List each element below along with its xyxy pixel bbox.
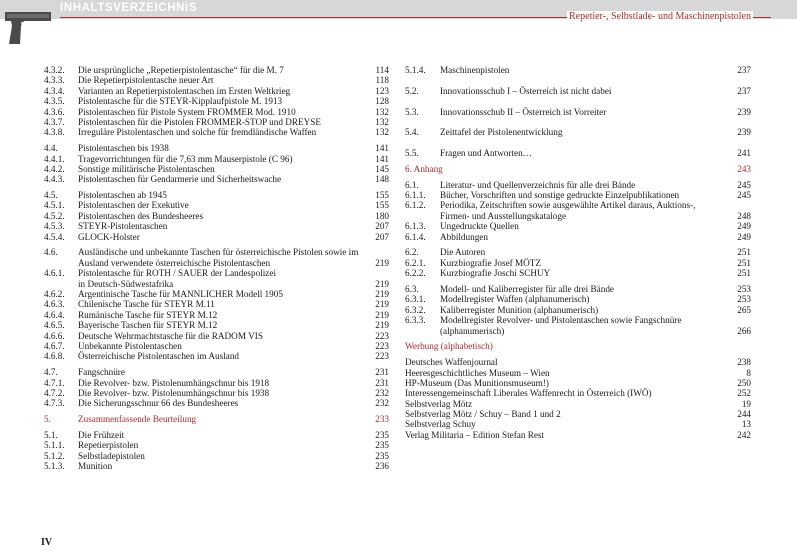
toc-entry-page: 248 xyxy=(737,210,751,221)
toc-entry-number: 4.6.2. xyxy=(44,288,65,299)
pistol-icon xyxy=(3,6,53,48)
toc-entry-number: 5.2. xyxy=(405,85,419,96)
toc-entry-number: 6.3. xyxy=(405,283,419,294)
toc-entry-title: Die Sicherungsschnur 66 des Bundesheeres xyxy=(78,398,239,409)
toc-entry-number: 6.3.3. xyxy=(405,315,426,326)
toc-entry xyxy=(44,430,389,440)
toc-entry-title: Rumänische Tasche für STEYR M.12 xyxy=(78,309,218,320)
toc-entry-page: 123 xyxy=(375,85,389,96)
toc-entry xyxy=(405,341,751,351)
toc-entry-page: 223 xyxy=(375,351,389,362)
toc-entry xyxy=(44,414,389,424)
toc-entry-title: Ungedruckte Quellen xyxy=(440,221,519,232)
toc-entry-title: Irreguläre Pistolentaschen und solche für fremdländische Waffen xyxy=(78,127,317,138)
toc-entry-number: 6.1. xyxy=(405,179,419,190)
toc-entry xyxy=(44,200,389,210)
toc-entry-number: 5.1.4. xyxy=(405,65,426,75)
toc-entry xyxy=(44,289,389,299)
chapter-title: Repetier-, Selbstlade- und Maschinenpistolen xyxy=(569,11,751,22)
toc-entry-title: Firmen- und Ausstellungskataloge xyxy=(440,210,567,221)
toc-entry xyxy=(405,399,751,409)
toc-entry xyxy=(44,320,389,330)
toc-entry-page: 231 xyxy=(375,377,389,388)
toc-entry-number: 4.6.6. xyxy=(44,330,65,341)
toc-entry-title: Die ursprüngliche „Repetierpistolentasche“ für die M. 7 xyxy=(78,65,284,75)
toc-entry-number: Deutsches Waffenjournal xyxy=(405,357,498,368)
toc-entry-number: 4.6. xyxy=(44,247,58,258)
toc-entry-number: 4.6.7. xyxy=(44,340,65,351)
toc-entry-title: Innovationsschub II – Österreich ist Vorreiter xyxy=(440,106,607,117)
toc-entry-number: 4.4.1. xyxy=(44,153,65,164)
toc-entry xyxy=(405,419,751,429)
toc-entry-title: Kaliberregister Munition (alphanumerisch) xyxy=(440,304,599,315)
toc-entry xyxy=(405,357,751,367)
toc-entry-page: 223 xyxy=(375,330,389,341)
toc-entry-title: Pistolentaschen ab 1945 xyxy=(78,190,167,201)
toc-entry xyxy=(405,388,751,398)
toc-entry xyxy=(44,127,389,137)
toc-entry-title: Die Revolver- bzw. Pistolenumhängschnur bis 1918 xyxy=(78,377,270,388)
toc-entry-number: 4.7.2. xyxy=(44,387,65,398)
toc-entry-title: Sonstige militärische Pistolentaschen xyxy=(78,163,215,174)
toc-entry xyxy=(44,174,389,184)
toc-entry xyxy=(405,190,751,200)
toc-entry-page: 251 xyxy=(737,257,751,268)
toc-entry-page: 236 xyxy=(375,461,389,472)
toc-spacer xyxy=(405,138,751,148)
toc-entry-title: Die Autoren xyxy=(440,247,486,258)
toc-entry-title: STEYR-Pistolentaschen xyxy=(78,221,168,232)
toc-entry xyxy=(405,86,751,96)
toc-entry-title: Tragevorrichtungen für die 7,63 mm Mauserpistole (C 96) xyxy=(78,153,293,164)
toc-entry-number: 4.5.1. xyxy=(44,200,65,211)
toc-entry-number: 4.3.4. xyxy=(44,85,65,96)
toc-entry xyxy=(44,398,389,408)
toc-entry-page: 266 xyxy=(737,325,751,336)
toc-entry-page: 207 xyxy=(375,231,389,242)
toc-entry-page: 253 xyxy=(737,294,751,305)
toc-entry-title: Modellregister Waffen (alphanumerisch) xyxy=(440,294,590,305)
toc-entry xyxy=(44,211,389,221)
toc-right-column xyxy=(405,65,751,440)
toc-entry-number: 4.3.8. xyxy=(44,127,65,138)
toc-entry-title: Ausland verwendete österreichische Pistolentaschen xyxy=(78,257,271,268)
toc-entry xyxy=(44,331,389,341)
toc-entry-number: 4.4.2. xyxy=(44,163,65,174)
toc-entry xyxy=(44,190,389,200)
page-number: IV xyxy=(41,537,53,548)
toc-entry-number: 6.3.2. xyxy=(405,304,426,315)
toc-entry xyxy=(44,451,389,461)
toc-entry-page: 155 xyxy=(375,200,389,211)
toc-entry-title: Bücher, Vorschriften und sonstige gedruckte Einzelpublikationen xyxy=(440,190,680,201)
toc-entry xyxy=(405,430,751,440)
toc-entry-page: 243 xyxy=(737,163,751,174)
toc-entry-number: 4.3.3. xyxy=(44,75,65,86)
toc-entry-title: (alphanumerisch) xyxy=(440,325,505,336)
toc-entry-number: 6.3.1. xyxy=(405,294,426,305)
toc-spacer xyxy=(405,96,751,106)
toc-entry xyxy=(44,268,389,278)
toc-entry xyxy=(44,96,389,106)
toc-spacer xyxy=(405,117,751,127)
toc-entry-number: Selbstverlag Schuy xyxy=(405,419,476,430)
toc-entry-number: 4.3.5. xyxy=(44,96,65,107)
toc-entry-page: 180 xyxy=(375,210,389,221)
toc-entry-number: 6.2.1. xyxy=(405,257,426,268)
toc-entry-number: 5.5. xyxy=(405,148,419,159)
toc-entry-number: 5.4. xyxy=(405,127,419,138)
toc-entry-page: 238 xyxy=(737,357,751,368)
toc-entry-title: Pistolentasche für die STEYR-Kipplaufpistole M. 1913 xyxy=(78,96,283,107)
toc-entry-page: 250 xyxy=(737,377,751,388)
toc-entry-number: Werbung (alphabetisch) xyxy=(405,341,493,352)
toc-entry-number: HP-Museum (Das Munitionsmuseum!) xyxy=(405,377,549,388)
toc-entry-title: Kurzbiografie Joschi SCHUY xyxy=(440,268,551,279)
toc-entry-title: Pistolentaschen bis 1938 xyxy=(78,143,169,154)
toc-entry-page: 249 xyxy=(737,221,751,232)
toc-entry xyxy=(44,164,389,174)
toc-entry-number: 4.3.7. xyxy=(44,116,65,127)
toc-entry-number: 5.1.1. xyxy=(44,440,65,451)
toc-entry xyxy=(405,409,751,419)
toc-entry-page: 219 xyxy=(375,299,389,310)
toc-entry-number: 5.1.3. xyxy=(44,461,65,472)
toc-entry-page: 145 xyxy=(375,163,389,174)
toc-entry xyxy=(405,107,751,117)
toc-entry-number: Interessengemeinschaft Liberales Waffenrecht in Österreich (IWÖ) xyxy=(405,388,652,399)
toc-entry xyxy=(405,247,751,257)
toc-entry-page: 235 xyxy=(375,429,389,440)
toc-entry-title: Innovationsschub I – Österreich ist nicht dabei xyxy=(440,85,612,96)
toc-entry-page: 148 xyxy=(375,174,389,185)
toc-entry-page: 231 xyxy=(375,367,389,378)
toc-spacer xyxy=(405,75,751,85)
toc-entry-title: Die Frühzeit xyxy=(78,429,125,440)
toc-entry-page: 155 xyxy=(375,190,389,201)
toc-entry-page: 251 xyxy=(737,268,751,279)
toc-entry-page: 232 xyxy=(375,387,389,398)
toc-entry-number: Selbstverlag Mötz / Schuy – Band 1 und 2 xyxy=(405,409,561,420)
toc-entry-number: 4.7.1. xyxy=(44,377,65,388)
toc-entry-number: 4.6.5. xyxy=(44,320,65,331)
toc-entry-title: Pistolentaschen des Bundesheeres xyxy=(78,210,204,221)
toc-entry-number: 6.1.4. xyxy=(405,231,426,242)
toc-entry xyxy=(44,247,389,257)
toc-entry-number: Heeresgeschichtliches Museum – Wien xyxy=(405,367,550,378)
toc-entry-title: Bayerische Taschen für STEYR M.12 xyxy=(78,320,218,331)
toc-entry-number: 5.3. xyxy=(405,106,419,117)
toc-entry-title: Varianten an Repetierpistolentaschen im Ersten Weltkrieg xyxy=(78,85,291,96)
toc-entry-page: 235 xyxy=(375,450,389,461)
toc-entry-title: Fangschnüre xyxy=(78,367,125,378)
toc-entry-title: Repetierpistolen xyxy=(78,440,139,451)
toc-entry-title: Pistolentasche für ROTH / SAUER der Landespolizei xyxy=(78,268,277,279)
toc-entry-number: 4.5.2. xyxy=(44,210,65,221)
toc-entry xyxy=(405,284,751,294)
toc-entry xyxy=(405,294,751,304)
toc-entry-title: Literatur- und Quellenverzeichnis für alle drei Bände xyxy=(440,179,636,190)
toc-entry-title: GLOCK-Holster xyxy=(78,231,140,242)
toc-entry xyxy=(405,258,751,268)
toc-entry xyxy=(44,299,389,309)
toc-entry xyxy=(405,378,751,388)
toc-entry xyxy=(44,378,389,388)
toc-entry xyxy=(44,117,389,127)
toc-entry-page: 128 xyxy=(375,96,389,107)
toc-entry-title: Die Revolver- bzw. Pistolenumhängschnur bis 1938 xyxy=(78,387,270,398)
toc-entry xyxy=(405,180,751,190)
toc-entry-number: 4.6.3. xyxy=(44,299,65,310)
toc-entry-title: Pistolentaschen für Pistole System FROMMER Mod. 1910 xyxy=(78,106,296,117)
toc-entry-number: 6. Anhang xyxy=(405,163,443,174)
toc-entry xyxy=(405,200,751,210)
toc-entry-page: 219 xyxy=(375,309,389,320)
toc-entry xyxy=(405,315,751,325)
toc-entry-number: 4.5. xyxy=(44,190,58,201)
toc-entry-page: 237 xyxy=(737,85,751,96)
toc-entry-page: 132 xyxy=(375,106,389,117)
toc-entry-page: 245 xyxy=(737,179,751,190)
toc-entry xyxy=(44,154,389,164)
toc-entry-page: 219 xyxy=(375,320,389,331)
toc-entry-title: Chilenische Tasche für STEYR M.11 xyxy=(78,299,215,310)
toc-entry-title: Maschinenpistolen xyxy=(440,65,510,75)
toc-entry xyxy=(405,305,751,315)
toc-entry xyxy=(44,65,389,75)
toc-entry xyxy=(405,65,751,75)
toc-entry xyxy=(44,367,389,377)
toc-entry-title: Pistolentaschen für Gendarmerie und Sicherheitswache xyxy=(78,174,282,185)
toc-entry-title: Modell- und Kaliberregister für alle drei Bände xyxy=(440,283,614,294)
toc-entry-page: 132 xyxy=(375,116,389,127)
toc-entry-page: 219 xyxy=(375,278,389,289)
toc-entry-number: 6.2. xyxy=(405,247,419,258)
toc-entry-number: 5.1.2. xyxy=(44,450,65,461)
toc-entry xyxy=(44,86,389,96)
toc-entry xyxy=(44,107,389,117)
toc-entry-page: 141 xyxy=(375,143,389,154)
toc-entry-page: 19 xyxy=(741,398,751,409)
toc-entry-page: 219 xyxy=(375,288,389,299)
toc-entry-title: in Deutsch-Südwestafrika xyxy=(78,278,174,289)
toc-entry-page: 251 xyxy=(737,247,751,258)
toc-entry-number: 4.6.4. xyxy=(44,309,65,320)
toc-entry-page: 219 xyxy=(375,257,389,268)
toc-entry xyxy=(44,351,389,361)
toc-entry-title: Munition xyxy=(78,461,113,472)
toc-entry-title: Fragen und Antworten… xyxy=(440,148,532,159)
toc-entry-page: 207 xyxy=(375,221,389,232)
toc-entry-page: 8 xyxy=(746,367,751,378)
toc-entry xyxy=(405,368,751,378)
toc-entry xyxy=(44,341,389,351)
toc-entry-page: 235 xyxy=(375,440,389,451)
toc-entry-number: 6.2.2. xyxy=(405,268,426,279)
toc-entry-number: 4.3.2. xyxy=(44,65,65,75)
toc-entry xyxy=(405,221,751,231)
toc-entry-number: 6.1.3. xyxy=(405,221,426,232)
toc-entry-title: Deutsche Wehrmachtstasche für die RADOM VIS xyxy=(78,330,263,341)
toc-entry-page: 239 xyxy=(737,106,751,117)
toc-entry xyxy=(44,279,389,289)
toc-entry xyxy=(44,258,389,268)
toc-entry-number: 4.4. xyxy=(44,143,58,154)
toc-entry-title: Zeittafel der Pistolenentwicklung xyxy=(440,127,563,138)
toc-entry xyxy=(44,143,389,153)
toc-entry-title: Österreichische Pistolentaschen im Ausland xyxy=(78,351,240,362)
toc-entry-page: 249 xyxy=(737,231,751,242)
toc-entry-number: 4.7. xyxy=(44,367,58,378)
toc-entry-number: 4.7.3. xyxy=(44,398,65,409)
toc-entry-number: Selbstverlag Mötz xyxy=(405,398,473,409)
toc-entry-page: 242 xyxy=(737,429,751,440)
toc-entry-number: 6.1.1. xyxy=(405,190,426,201)
toc-entry-number: 4.5.4. xyxy=(44,231,65,242)
toc-left-column xyxy=(44,65,389,471)
toc-entry-number: 4.6.1. xyxy=(44,268,65,279)
toc-entry-page: 223 xyxy=(375,340,389,351)
toc-entry-page: 232 xyxy=(375,398,389,409)
toc-entry-number: Verlag Militaria – Edition Stefan Rest xyxy=(405,429,545,440)
toc-entry-page: 245 xyxy=(737,190,751,201)
toc-entry-title: Abbildungen xyxy=(440,231,488,242)
toc-entry-title: Zusammenfassende Beurteilung xyxy=(78,414,197,425)
toc-entry-page: 114 xyxy=(375,65,389,75)
toc-entry-title: Kurzbiografie Josef MÖTZ xyxy=(440,257,542,268)
toc-entry-number: 4.6.8. xyxy=(44,351,65,362)
toc-entry-title: Pistolentaschen für die Pistolen FROMMER-STOP und DREYSE xyxy=(78,116,321,127)
section-title: INHALTSVERZEICHNIS xyxy=(60,2,198,14)
toc-entry xyxy=(405,326,751,336)
toc-entry-number: 4.3.6. xyxy=(44,106,65,117)
toc-entry-page: 265 xyxy=(737,304,751,315)
toc-entry xyxy=(44,310,389,320)
toc-entry-page: 239 xyxy=(737,127,751,138)
toc-entry-page: 132 xyxy=(375,127,389,138)
toc-entry-number: 4.4.3. xyxy=(44,174,65,185)
toc-entry-title: Periodika, Zeitschriften sowie ausgewählte Artikel daraus, Auktions-, xyxy=(440,200,696,211)
toc-entry-number: 5.1. xyxy=(44,429,58,440)
toc-entry xyxy=(405,164,751,174)
toc-entry-title: Unbekannte Pistolentaschen xyxy=(78,340,182,351)
toc-entry-page: 237 xyxy=(737,65,751,75)
toc-entry-page: 233 xyxy=(375,414,389,425)
toc-entry-title: Die Repetierpistolentasche neuer Art xyxy=(78,75,214,86)
toc-entry xyxy=(405,268,751,278)
toc-entry xyxy=(44,461,389,471)
toc-entry-title: Argentinische Tasche für MANNLICHER Modell 1905 xyxy=(78,288,283,299)
toc-entry xyxy=(44,75,389,85)
toc-entry-title: Ausländische und unbekannte Taschen für österreichische Pistolen sowie im xyxy=(78,247,359,258)
toc-entry-title: Selbstladepistolen xyxy=(78,450,145,461)
toc-entry xyxy=(405,211,751,221)
toc-entry-page: 244 xyxy=(737,409,751,420)
toc-entry-page: 253 xyxy=(737,283,751,294)
toc-entry-number: 4.5.3. xyxy=(44,221,65,232)
toc-entry xyxy=(405,148,751,158)
toc-entry-page: 118 xyxy=(375,75,389,86)
toc-entry xyxy=(44,440,389,450)
toc-entry-number: 5. xyxy=(44,414,51,425)
toc-entry-number: 6.1.2. xyxy=(405,200,426,211)
toc-entry xyxy=(44,221,389,231)
toc-entry-page: 13 xyxy=(741,419,751,430)
toc-entry-page: 252 xyxy=(737,388,751,399)
toc-entry xyxy=(405,232,751,242)
toc-entry-title: Modellregister Revolver- und Pistolentaschen sowie Fangschnüre xyxy=(440,315,682,326)
toc-entry xyxy=(405,127,751,137)
toc-entry xyxy=(44,388,389,398)
toc-entry-title: Pistolentaschen der Exekutive xyxy=(78,200,189,211)
toc-entry-page: 141 xyxy=(375,153,389,164)
toc-entry-page: 241 xyxy=(737,148,751,159)
toc-entry xyxy=(44,232,389,242)
